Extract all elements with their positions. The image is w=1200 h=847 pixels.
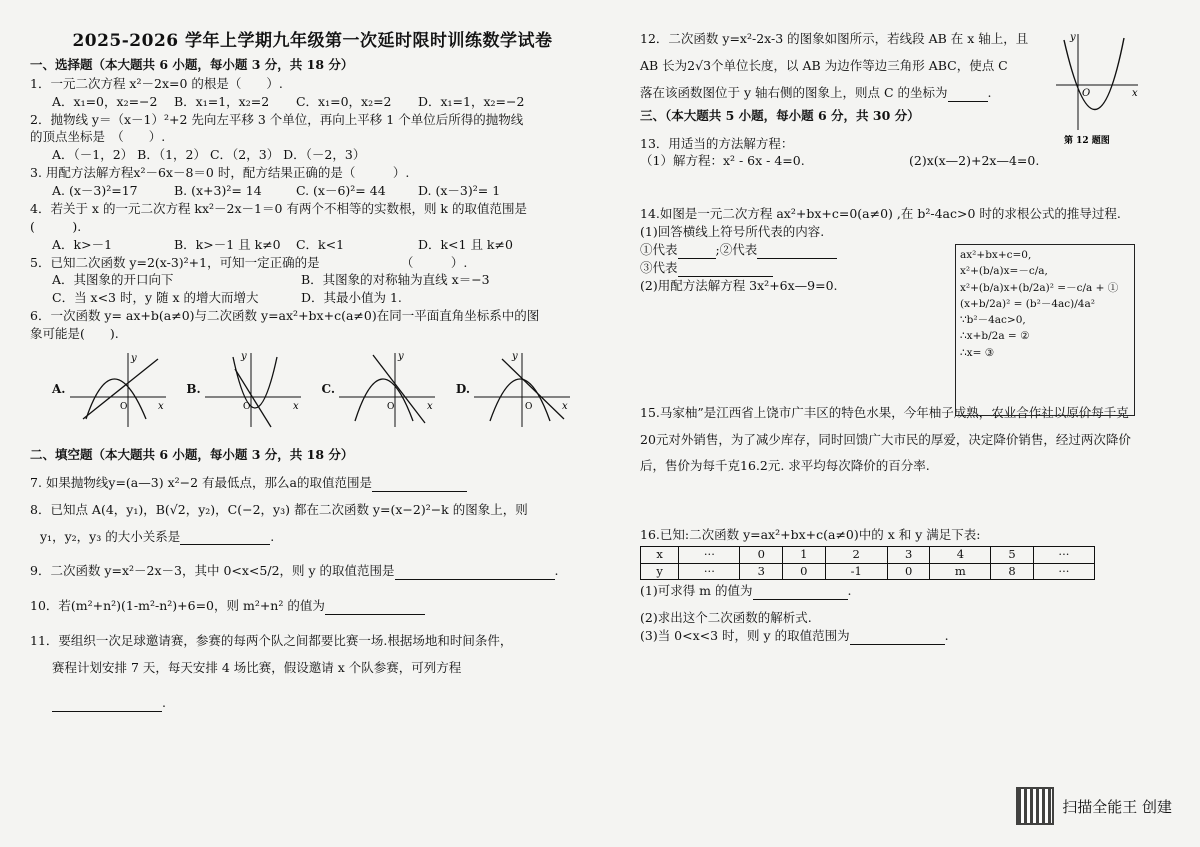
q16-cell: ··· bbox=[1033, 547, 1094, 564]
q16-table-row-x bbox=[641, 547, 1095, 564]
section-2-heading: 二、填空题（本大题共 6 小题，每小题 3 分，共 18 分） bbox=[30, 446, 354, 462]
page-title: 2025-2026 学年上学期九年级第一次延时限时训练数学试卷 bbox=[72, 31, 553, 51]
q6-graph-c-label: C. bbox=[321, 381, 336, 396]
q14-deriv-line-1: ax²+bx+c=0, bbox=[960, 249, 1032, 261]
q3-stem: 3. 用配方法解方程x²－6x－8＝0 时，配方结果正确的是（ ）. bbox=[30, 165, 410, 181]
q13-parts bbox=[640, 153, 1140, 170]
q11-stem: 11．要组织一次足球邀请赛，参赛的每两个队之间都要比赛一场.根据场地和时间条件， bbox=[30, 633, 513, 649]
q14-blank-1-label: ①代表 bbox=[640, 242, 678, 257]
q16-cell: ··· bbox=[1033, 563, 1094, 580]
q14-part-2: (2)用配方法解方程 3x²+6x—9=0. bbox=[640, 277, 838, 293]
q4-option-b: B．k>－1 且 k≠0 bbox=[173, 236, 281, 252]
q14-deriv-line-3: x²+(b/a)x+(b/2a)² =－c/a + ① bbox=[960, 281, 1119, 294]
q16-cell: 3 bbox=[887, 547, 930, 564]
q16-answer-blank-1[interactable] bbox=[753, 587, 848, 600]
q6-graph-b bbox=[186, 349, 302, 429]
q2-options: A．（－1，2） B．（1，2） C．（2，3） D．（－2，3） bbox=[52, 147, 366, 163]
q16-cell: 5 bbox=[991, 547, 1034, 564]
q16-cell: 0 bbox=[783, 563, 826, 580]
q7-text: 7. 如果抛物线y=(a—3) x²−2 有最低点，那么a的取值范围是 bbox=[30, 474, 372, 490]
q4-option-a: A．k>－1 bbox=[52, 236, 113, 252]
q5-option-d: D．其最小值为 1. bbox=[300, 290, 402, 306]
q13-stem: 13．用适当的方法解方程： bbox=[640, 135, 794, 151]
q16-cell: 1 bbox=[783, 547, 826, 564]
q6-graph-d bbox=[456, 349, 572, 429]
q2-stem: 2．抛物线 y＝（x－1）²+2 先向左平移 3 个单位，再向上平移 1 个单位后所得的抛物线 bbox=[30, 111, 524, 127]
q16-part-1: (1)可求得 m 的值为 . bbox=[640, 583, 852, 599]
q15-line2: 20元对外销售，为了减少库存，同时回馈广大市民的厚爱，决定降价销售，经过两次降价 bbox=[640, 431, 1131, 447]
q2-stem-cont: 的顶点坐标是 （ ）. bbox=[30, 129, 166, 145]
q12-line2: AB 长为2√3个单位长度，以 AB 为边作等边三角形 ABC，使点 C bbox=[640, 57, 1008, 73]
q3-option-b: B. (x+3)²= 14 bbox=[173, 183, 262, 199]
q12-line1: 12．二次函数 y=x²-2x-3 的图象如图所示，若线段 AB 在 x 轴上，且 bbox=[640, 31, 1029, 46]
q7-answer-blank[interactable] bbox=[372, 479, 467, 492]
q6-graph-d-label: D. bbox=[455, 381, 470, 396]
q12-line3-text: 落在该函数图位于 y 轴右侧的图象上，则点 C 的坐标为 bbox=[640, 84, 948, 100]
q14-derivation-box bbox=[955, 244, 1135, 416]
q8-cont: y₁，y₂，y₃ 的大小关系是 . bbox=[40, 528, 275, 544]
svg-text:O: O bbox=[525, 401, 533, 412]
q16-cell: y bbox=[641, 563, 679, 580]
q15-line1: 15.马家柚”是江西省上饶市广丰区的特色水果，今年柚子成熟，农业合作社以原价每千克 bbox=[640, 404, 1129, 420]
q8-stem: 8．已知点 A(4，y₁)，B(√2，y₂)，C(−2，y₃) 都在二次函数 y=(x−2)²−k 的图象上，则 bbox=[30, 501, 528, 517]
q4-option-d: D．k<1 且 k≠0 bbox=[417, 236, 513, 252]
q6-graph-a-figure bbox=[68, 349, 168, 429]
q1-options bbox=[52, 94, 595, 111]
q16-answer-blank-3[interactable] bbox=[850, 632, 945, 645]
q1-option-a: A．x₁=0，x₂=−2 bbox=[52, 93, 158, 109]
q14-blank-2-label: ;②代表 bbox=[715, 242, 758, 257]
scanner-watermark bbox=[1016, 787, 1172, 825]
q6-graph-b-label: B. bbox=[186, 381, 201, 396]
q16-cell: 4 bbox=[930, 547, 991, 564]
q9-text: 9．二次函数 y=x²－2x－3，其中 0<x<5/2，则 y 的取值范围是 bbox=[30, 563, 395, 579]
section-1-heading: 一、选择题（本大题共 6 小题，每小题 3 分，共 18 分） bbox=[30, 56, 354, 72]
q1-option-b: B．x₁=1，x₂=2 bbox=[173, 93, 270, 109]
q1-stem: 1．一元二次方程 x²－2x=0 的根是（ ）. bbox=[30, 75, 283, 91]
q16-part-3-text: (3)当 0<x<3 时，则 y 的取值范围为 bbox=[640, 627, 850, 643]
qr-code-icon bbox=[1016, 787, 1054, 825]
q16-cell: m bbox=[930, 563, 991, 580]
q14-blank-3-label: ③代表 bbox=[640, 259, 678, 275]
q6-graph-a bbox=[52, 349, 168, 429]
q6-stem: 6．一次函数 y= ax+b(a≠0)与二次函数 y=ax²+bx+c(a≠0)在同一平面直角坐标系中的图 bbox=[30, 308, 540, 324]
q3-options bbox=[52, 183, 595, 200]
q6-graph-c bbox=[321, 349, 437, 429]
q4-options bbox=[52, 237, 595, 254]
q8-text: y₁，y₂，y₃ 的大小关系是 bbox=[40, 528, 181, 544]
q14-deriv-line-2: x²+(b/a)x=－c/a, bbox=[960, 265, 1048, 278]
q9: 9．二次函数 y=x²－2x－3，其中 0<x<5/2，则 y 的取值范围是 . bbox=[30, 563, 559, 579]
q4-option-c: C．k<1 bbox=[295, 236, 345, 252]
q16-cell: x bbox=[641, 547, 679, 564]
q16-cell: 8 bbox=[991, 563, 1034, 580]
q3-option-c: C. (x－6)²= 44 bbox=[295, 183, 386, 199]
q16-cell: ··· bbox=[679, 563, 740, 580]
svg-text:x: x bbox=[157, 400, 164, 412]
q14-blank-2[interactable] bbox=[757, 246, 837, 259]
q14-part-1: (1)回答横线上符号所代表的内容. bbox=[640, 224, 825, 240]
q16-part-2: (2)求出这个二次函数的解析式. bbox=[640, 610, 812, 626]
q16-table bbox=[640, 546, 1095, 580]
q10-answer-blank[interactable] bbox=[325, 602, 425, 615]
q6-graph-a-label: A. bbox=[52, 381, 66, 396]
q6-graphs bbox=[52, 349, 572, 429]
svg-text:y: y bbox=[130, 352, 137, 364]
q14-deriv-line-4: (x+b/2a)² = (b²－4ac)/4a² bbox=[960, 297, 1095, 310]
q16-part-1-text: (1)可求得 m 的值为 bbox=[640, 583, 753, 599]
q16-part-3: (3)当 0<x<3 时，则 y 的取值范围为 . bbox=[640, 627, 949, 643]
section-3-heading: 三、（本大题共 5 小题，每小题 6 分，共 30 分） bbox=[640, 107, 920, 123]
q10-text: 10．若(m²+n²)(1-m²-n²)+6=0，则 m²+n² 的值为 bbox=[30, 598, 325, 614]
svg-text:y: y bbox=[240, 350, 247, 362]
q3-option-d: D. (x－3)²= 1 bbox=[417, 183, 501, 199]
svg-text:y: y bbox=[512, 350, 518, 362]
svg-text:O: O bbox=[119, 401, 127, 412]
q14-deriv-line-6: ∴x+b/2a = ② bbox=[960, 330, 1030, 343]
q5-stem: 5．已知二次函数 y=2(x-3)²+1，可知一定正确的是 （ ）. bbox=[30, 254, 468, 270]
q11-answer-line: . bbox=[52, 695, 595, 712]
q4-stem-cont: ( ). bbox=[30, 218, 82, 234]
q12-answer-blank[interactable] bbox=[948, 89, 988, 102]
q6-graph-b-figure bbox=[203, 349, 303, 429]
q16-cell: 2 bbox=[825, 547, 887, 564]
q11-stem-cont: 赛程计划安排 7 天，每天安排 4 场比赛，假设邀请 x 个队参赛，可列方程 bbox=[52, 660, 462, 676]
q1-option-c: C．x₁=0，x₂=2 bbox=[295, 93, 392, 109]
q1-option-d: D．x₁=1，x₂=−2 bbox=[417, 93, 525, 109]
q16-cell: 0 bbox=[887, 563, 930, 580]
q12-figure-caption: 第 12 题图 bbox=[1064, 136, 1110, 145]
q11-answer-blank[interactable] bbox=[52, 699, 162, 712]
q6-graph-d-figure bbox=[472, 349, 572, 429]
q13-part-1: （1）解方程：x² - 6x - 4=0. bbox=[640, 153, 805, 169]
svg-text:O: O bbox=[387, 401, 395, 412]
svg-text:O: O bbox=[242, 401, 251, 412]
q14-blank-3[interactable] bbox=[678, 264, 773, 277]
q14-stem: 14.如图是一元二次方程 ax²+bx+c=0(a≠0) ,在 b²-4ac>0 时的求根公式的推导过程. bbox=[640, 206, 1121, 222]
svg-text:O: O bbox=[1082, 88, 1091, 99]
q12-line3: 落在该函数图位于 y 轴右侧的图象上，则点 C 的坐标为 . bbox=[640, 84, 992, 100]
svg-text:x: x bbox=[562, 400, 568, 412]
scanner-label: 扫描全能王 创建 bbox=[1062, 797, 1172, 816]
q16-cell: -1 bbox=[825, 563, 887, 580]
svg-text:y: y bbox=[398, 350, 404, 362]
svg-text:x: x bbox=[427, 400, 433, 412]
q5-option-b: B．其图象的对称轴为直线 x＝−3 bbox=[300, 272, 490, 288]
q14-deriv-line-5: ∵b²－4ac>0, bbox=[960, 314, 1026, 327]
q3-option-a: A. (x－3)²=17 bbox=[52, 183, 138, 199]
q10 bbox=[30, 598, 595, 615]
q16-cell: 0 bbox=[740, 547, 783, 564]
q16-table-row-y bbox=[641, 563, 1095, 580]
q5-options-row1 bbox=[52, 272, 595, 289]
q7 bbox=[30, 475, 595, 492]
q6-stem-cont: 象可能是( ). bbox=[30, 326, 119, 342]
right-column bbox=[640, 30, 1140, 646]
q12-figure bbox=[1052, 30, 1142, 145]
q16-cell: ··· bbox=[679, 547, 740, 564]
q15-line3: 后，售价为每千克16.2元. 求平均每次降价的百分率. bbox=[640, 458, 930, 474]
left-column bbox=[30, 30, 595, 713]
q5-option-c: C．当 x<3 时，y 随 x 的增大而增大 bbox=[52, 290, 259, 306]
q13-part-2: (2)x(x—2)+2x—4=0. bbox=[908, 153, 1040, 169]
q8-answer-blank[interactable] bbox=[180, 532, 270, 545]
svg-text:y: y bbox=[1070, 32, 1076, 43]
q14-blank-1[interactable] bbox=[678, 246, 716, 259]
q14-deriv-line-7: ∴x= ③ bbox=[960, 346, 995, 359]
svg-text:x: x bbox=[1132, 88, 1138, 99]
q5-option-a: A．其图象的开口向下 bbox=[52, 272, 174, 288]
q16-stem: 16.已知:二次函数 y=ax²+bx+c(a≠0)中的 x 和 y 满足下表: bbox=[640, 527, 981, 543]
q16-cell: 3 bbox=[740, 563, 783, 580]
q5-options-row2 bbox=[52, 290, 595, 307]
q4-stem: 4．若关于 x 的一元二次方程 kx²－2x－1＝0 有两个不相等的实数根，则 k 的取值范围是 bbox=[30, 200, 527, 216]
svg-text:x: x bbox=[292, 400, 299, 412]
q6-graph-c-figure bbox=[337, 349, 437, 429]
q9-answer-blank[interactable] bbox=[395, 567, 555, 580]
